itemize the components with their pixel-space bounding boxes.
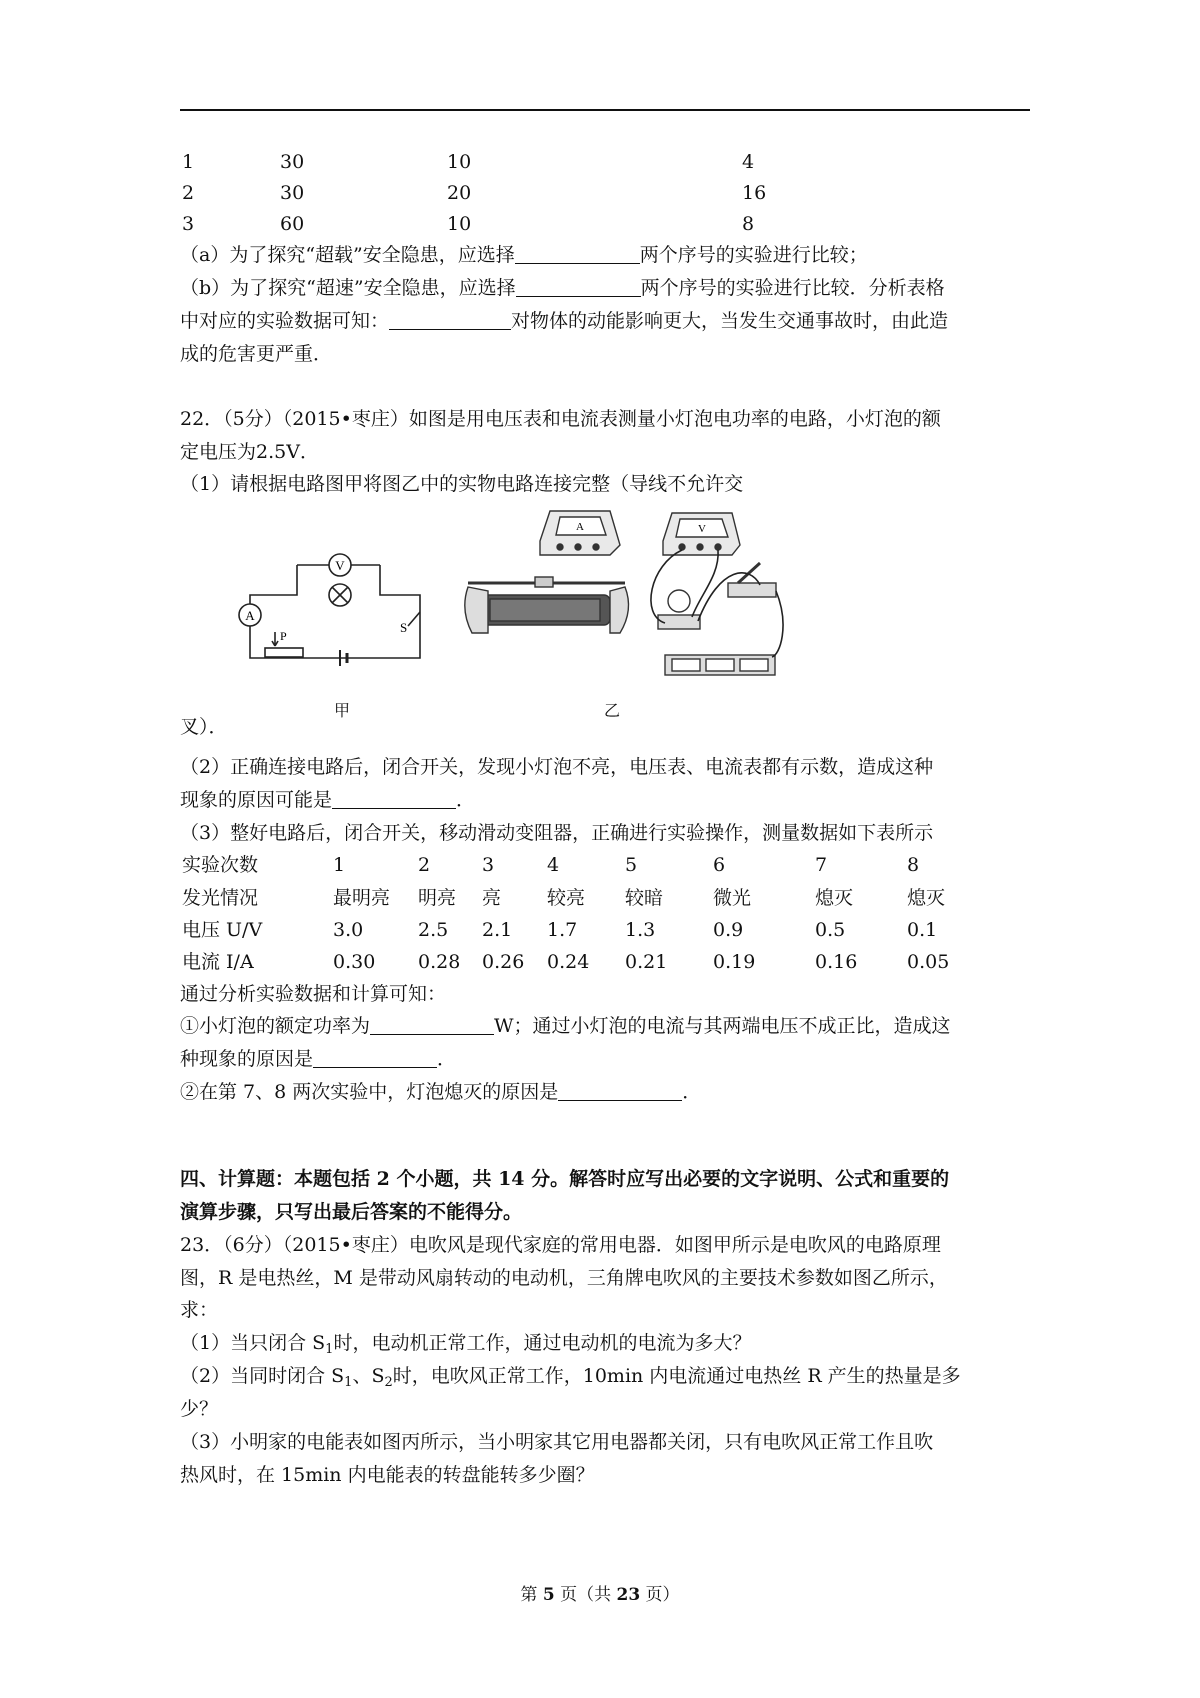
table-cell: 1 [182, 151, 195, 173]
q23-stem-line3: 求： [180, 1299, 219, 1321]
table-cell: 8 [907, 854, 920, 876]
ammeter-label: A [245, 608, 255, 623]
ammeter-device-label: A [576, 521, 584, 533]
table-cell: 60 [280, 213, 305, 235]
table-cell: 2.5 [418, 919, 449, 941]
analysis-line: 通过分析实验数据和计算可知： [180, 983, 447, 1005]
q23-part1-text: （1）当只闭合 S [180, 1332, 326, 1354]
section-heading-line1: 四、计算题：本题包括 2 个小题，共 14 分。解答时应写出必要的文字说明、公式和重要的 [180, 1168, 950, 1190]
q21-b-line [180, 276, 945, 300]
header-rule [180, 109, 1030, 111]
switch-device [728, 583, 776, 597]
q22-sub2-text: ②在第 7、8 两次实验中，灯泡熄灭的原因是 [180, 1081, 559, 1103]
table-cell: 3.0 [333, 919, 364, 941]
q23-part2-end: 少？ [180, 1398, 219, 1420]
q23-part2-line [180, 1364, 961, 1395]
switch-label: S [400, 620, 408, 635]
q23-stem-line1: 23．（6分）（2015•枣庄）电吹风是现代家庭的常用电器．如图甲所示是电吹风的电路原理 [180, 1234, 941, 1256]
figure-label-jia: 甲 [334, 701, 351, 720]
q22-sub1-text: ①小灯泡的额定功率为 [180, 1015, 371, 1037]
table-cell: 5 [625, 854, 638, 876]
answer-blank[interactable] [516, 276, 641, 297]
table-cell: 0.9 [713, 919, 744, 941]
q22-part2-period: ． [456, 789, 476, 811]
q21-b-text-end: 两个序号的实验进行比较．分析表格 [640, 277, 945, 299]
voltmeter-label: V [335, 558, 345, 573]
table-cell: 10 [447, 151, 472, 173]
table-cell: 0.21 [625, 951, 668, 973]
table-cell: 16 [742, 182, 767, 204]
q21-b2-text-end: 对物体的动能影响更大，当发生交通事故时，由此造 [511, 310, 949, 332]
table-cell: 0.05 [907, 951, 950, 973]
q23-part1-line [180, 1331, 751, 1362]
subscript: 2 [384, 1375, 393, 1390]
table-cell: 3 [182, 213, 195, 235]
table-cell: 3 [482, 854, 495, 876]
table-cell: 0.19 [713, 951, 756, 973]
page-number: 5 [542, 1585, 555, 1605]
q22-part1-line: （1）请根据电路图甲将图乙中的实物电路连接完整（导线不允许交 [180, 473, 744, 495]
footer-text: 页（共 [554, 1585, 617, 1605]
q23-part2-mid: 、S [352, 1365, 385, 1387]
q22-sub1b-text: 种现象的原因是 [180, 1048, 314, 1070]
table-cell: 30 [280, 151, 305, 173]
physical-circuit-yi [460, 505, 790, 695]
table-cell: 明亮 [418, 887, 457, 909]
q23-part1-text-end: 时，电动机正常工作，通过电动机的电流为多大？ [333, 1332, 752, 1354]
table-cell: 1 [333, 854, 346, 876]
q22-part1-end: 叉）． [180, 716, 228, 738]
table-cell: 0.30 [333, 951, 376, 973]
footer-text: 页） [640, 1585, 680, 1605]
q21-b2-text: 中对应的实验数据可知： [180, 310, 390, 332]
q21-b3-line: 成的危害更严重． [180, 343, 333, 365]
table-cell: 2.1 [482, 919, 513, 941]
table-cell: 熄灭 [815, 887, 854, 909]
circuit-diagram-jia [230, 540, 440, 670]
q21-a-line [180, 243, 868, 267]
table-cell: 4 [742, 151, 755, 173]
table-cell: 熄灭 [907, 887, 946, 909]
q23-part2-text-end: 时，电吹风正常工作，10min 内电流通过电热丝 R 产生的热量是多 [392, 1365, 961, 1387]
q22-part2-line2 [180, 788, 475, 812]
q22-sub2-period: ． [682, 1081, 702, 1103]
answer-blank[interactable] [558, 1080, 682, 1101]
answer-blank[interactable] [389, 309, 511, 330]
q21-b-text: （b）为了探究“超速”安全隐患，应选择 [180, 277, 516, 299]
figure-label-yi: 乙 [604, 701, 621, 720]
q22-part3-line: （3）整好电路后，闭合开关，移动滑动变阻器，正确进行实验操作，测量数据如下表所示 [180, 822, 934, 844]
q22-stem-line2: 定电压为2.5V． [180, 441, 319, 463]
q22-sub1-line [180, 1014, 951, 1038]
table-row-header: 实验次数 [182, 854, 259, 876]
subscript: 1 [325, 1342, 334, 1357]
q22-part2-text: 现象的原因可能是 [180, 789, 333, 811]
voltmeter-device-label: V [698, 523, 706, 535]
q23-part3-line1: （3）小明家的电能表如图丙所示，当小明家其它用电器都关闭，只有电吹风正常工作且吹 [180, 1431, 934, 1453]
table-cell: 0.28 [418, 951, 461, 973]
table-cell: 30 [280, 182, 305, 204]
total-pages: 23 [616, 1585, 641, 1605]
q21-b2-line [180, 309, 948, 333]
q23-stem-line2: 图，R 是电热丝，M 是带动风扇转动的电动机，三角牌电吹风的主要技术参数如图乙所示， [180, 1267, 948, 1289]
q22-stem-line1: 22．（5分）（2015•枣庄）如图是用电压表和电流表测量小灯泡电功率的电路，小灯泡的额 [180, 408, 941, 430]
answer-blank[interactable] [313, 1047, 437, 1068]
footer-text: 第 [520, 1585, 543, 1605]
slider-label: P [280, 629, 287, 643]
table-cell: 0.1 [907, 919, 938, 941]
subscript: 1 [344, 1375, 353, 1390]
table-cell: 0.26 [482, 951, 525, 973]
table-cell: 2 [418, 854, 431, 876]
table-cell: 10 [447, 213, 472, 235]
table-row-header: 发光情况 [182, 887, 259, 909]
table-row-header: 电流 I/A [182, 951, 254, 973]
table-row-header: 电压 U/V [182, 919, 263, 941]
table-cell: 1.7 [547, 919, 578, 941]
table-cell: 0.16 [815, 951, 858, 973]
table-cell: 0.24 [547, 951, 590, 973]
q22-sub2-line [180, 1080, 701, 1104]
answer-blank[interactable] [515, 243, 640, 264]
table-cell: 8 [742, 213, 755, 235]
table-cell: 较暗 [625, 887, 664, 909]
q22-sub1b-line [180, 1047, 456, 1071]
table-cell: 4 [547, 854, 560, 876]
q22-sub1-text-end: W；通过小灯泡的电流与其两端电压不成正比，造成这 [494, 1015, 951, 1037]
answer-blank[interactable] [332, 788, 456, 809]
table-cell: 2 [182, 182, 195, 204]
q22-part2-line1: （2）正确连接电路后，闭合开关，发现小灯泡不亮，电压表、电流表都有示数，造成这种 [180, 756, 934, 778]
table-cell: 最明亮 [333, 887, 391, 909]
q23-part3-line2: 热风时，在 15min 内电能表的转盘能转多少圈？ [180, 1464, 595, 1486]
table-cell: 较亮 [547, 887, 586, 909]
answer-blank[interactable] [370, 1014, 494, 1035]
table-cell: 7 [815, 854, 828, 876]
switch-symbol [408, 612, 420, 626]
table-cell: 0.5 [815, 919, 846, 941]
rheostat-symbol [265, 648, 303, 657]
section-heading-line2: 演算步骤，只写出最后答案的不能得分。 [180, 1201, 523, 1223]
table-cell: 亮 [482, 887, 502, 909]
q21-a-text: （a）为了探究“超载”安全隐患，应选择 [180, 244, 515, 266]
q21-a-text-end: 两个序号的实验进行比较； [639, 244, 868, 266]
table-cell: 微光 [713, 887, 752, 909]
q23-part2-text: （2）当同时闭合 S [180, 1365, 345, 1387]
table-cell: 1.3 [625, 919, 656, 941]
table-cell: 6 [713, 854, 726, 876]
table-cell: 20 [447, 182, 472, 204]
q22-sub1b-period: ． [437, 1048, 457, 1070]
page-footer [0, 1580, 1200, 1605]
